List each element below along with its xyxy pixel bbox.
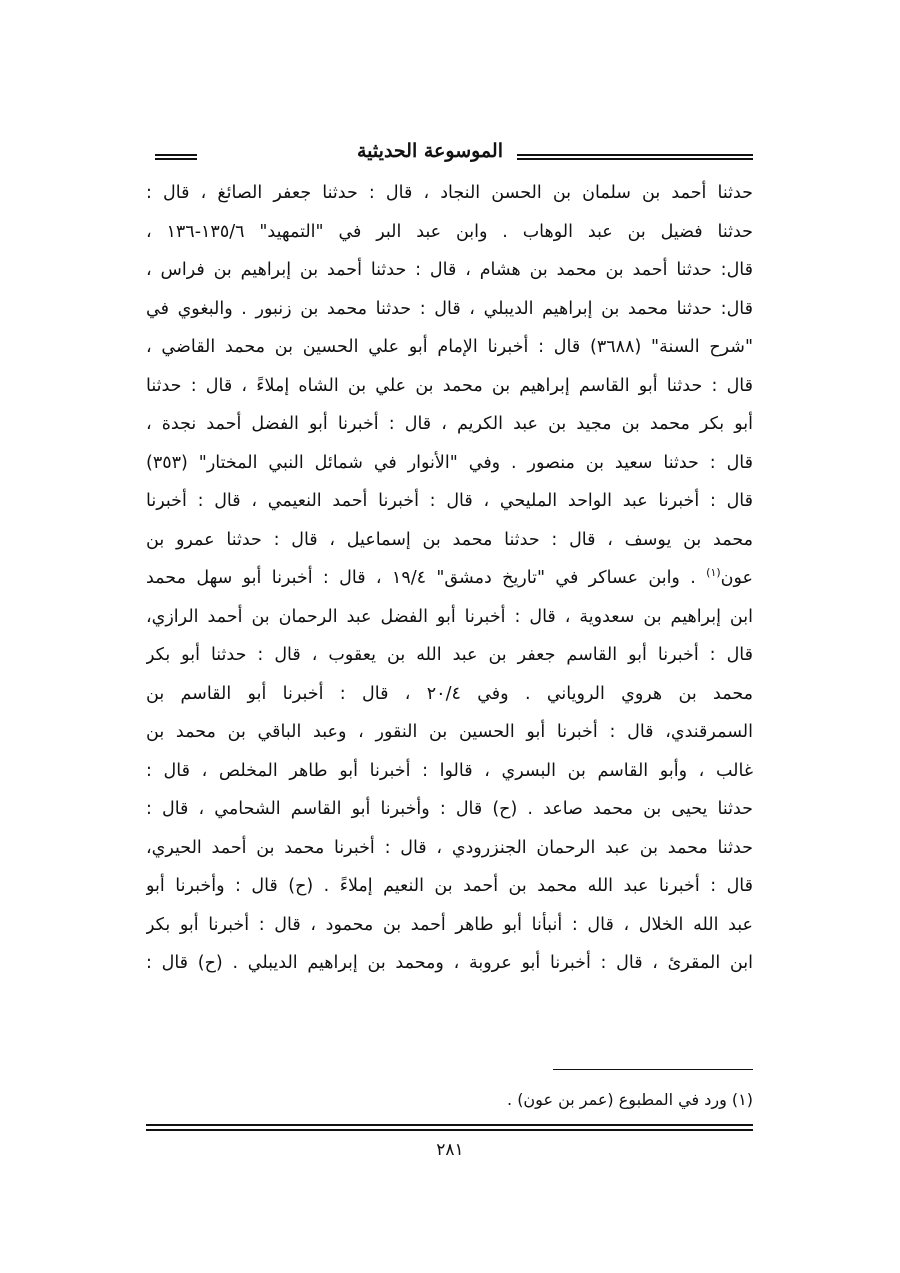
text-line: محمد بن هروي الروياني . وفي ٢٠/٤ ، قال : أخبرنا أبو القاسم بن [146, 683, 753, 704]
text-line: محمد بن يوسف ، قال : حدثنا محمد بن إسماعيل ، قال : حدثنا عمرو بن [146, 529, 753, 550]
line-start: عون [720, 568, 753, 588]
bottom-rule-top [146, 1124, 753, 1126]
text-line: قال: حدثنا محمد بن إبراهيم الديبلي ، قال : حدثنا محمد بن زنبور . والبغوي في [146, 298, 753, 319]
text-line: أبو بكر محمد بن مجيد بن عبد الكريم ، قال : أخبرنا أبو الفضل أحمد نجدة ، [146, 414, 753, 434]
footnote-separator [553, 1069, 753, 1070]
text-line: قال: حدثنا أحمد بن محمد بن هشام ، قال : حدثنا أحمد بن إبراهيم بن فراس ، [146, 260, 753, 280]
running-header [145, 138, 753, 172]
page-number: ٢٨١ [436, 1140, 464, 1160]
line-rest: . وابن عساكر في "تاريخ دمشق" ١٩/٤ ، قال : أخبرنا أبو سهل محمد [146, 568, 707, 588]
footnote: (١) ورد في المطبوع (عمر بن عون) . [507, 1090, 753, 1109]
text-line-with-footnote-ref [146, 559, 753, 598]
text-line: حدثنا أحمد بن سلمان بن الحسن النجاد ، قال : حدثنا جعفر الصائغ ، قال : [146, 183, 753, 203]
text-line: "شرح السنة" (٣٦٨٨) قال : أخبرنا الإمام أبو علي الحسين بن محمد القاضي ، [146, 337, 753, 357]
text-line: قال : أخبرنا عبد الواحد المليحي ، قال : أخبرنا أحمد النعيمي ، قال : أخبرنا [146, 491, 753, 511]
text-line: حدثنا فضيل بن عبد الوهاب . وابن عبد البر في "التمهيد" ١٣٥/٦-١٣٦ ، [146, 221, 753, 242]
text-line: غالب ، وأبو القاسم بن البسري ، قالوا : أخبرنا أبو طاهر المخلص ، قال : [146, 760, 753, 781]
footnote-reference[interactable]: (١) [706, 566, 721, 580]
text-line: ابن المقرئ ، قال : أخبرنا أبو عروبة ، ومحمد بن إبراهيم الديبلي . (ح) قال : [146, 953, 753, 973]
text-line: قال : أخبرنا عبد الله محمد بن أحمد بن النعيم إملاءً . (ح) قال : وأخبرنا أبو [146, 876, 753, 896]
text-line: عبد الله الخلال ، قال : أنبأنا أبو طاهر أحمد بن محمود ، قال : أخبرنا أبو بكر [146, 914, 753, 935]
text-line: قال : حدثنا سعيد بن منصور . وفي "الأنوار في شمائل النبي المختار" (٣٥٣) [146, 452, 753, 473]
text-line: قال : حدثنا أبو القاسم إبراهيم بن محمد بن علي بن الشاه إملاءً ، قال : حدثنا [146, 375, 753, 396]
text-line: قال : أخبرنا أبو القاسم جعفر بن عبد الله بن يعقوب ، قال : حدثنا أبو بكر [146, 645, 753, 665]
header-title: الموسوعة الحديثية [357, 140, 503, 162]
header-rule-right [517, 154, 753, 160]
text-line: حدثنا يحيى بن محمد صاعد . (ح) قال : وأخبرنا أبو القاسم الشحامي ، قال : [146, 799, 753, 819]
bottom-rule-bottom [146, 1129, 753, 1131]
text-line: السمرقندي، قال : أخبرنا أبو الحسين بن النقور ، وعبد الباقي بن محمد بن [146, 722, 753, 742]
header-rule-left [155, 154, 197, 160]
text-line: ابن إبراهيم بن سعدوية ، قال : أخبرنا أبو الفضل عبد الرحمان بن أحمد الرازي، [146, 606, 753, 627]
main-text [146, 174, 753, 983]
text-line: حدثنا محمد بن عبد الرحمان الجنزرودي ، قال : أخبرنا محمد بن أحمد الحيري، [146, 837, 753, 858]
